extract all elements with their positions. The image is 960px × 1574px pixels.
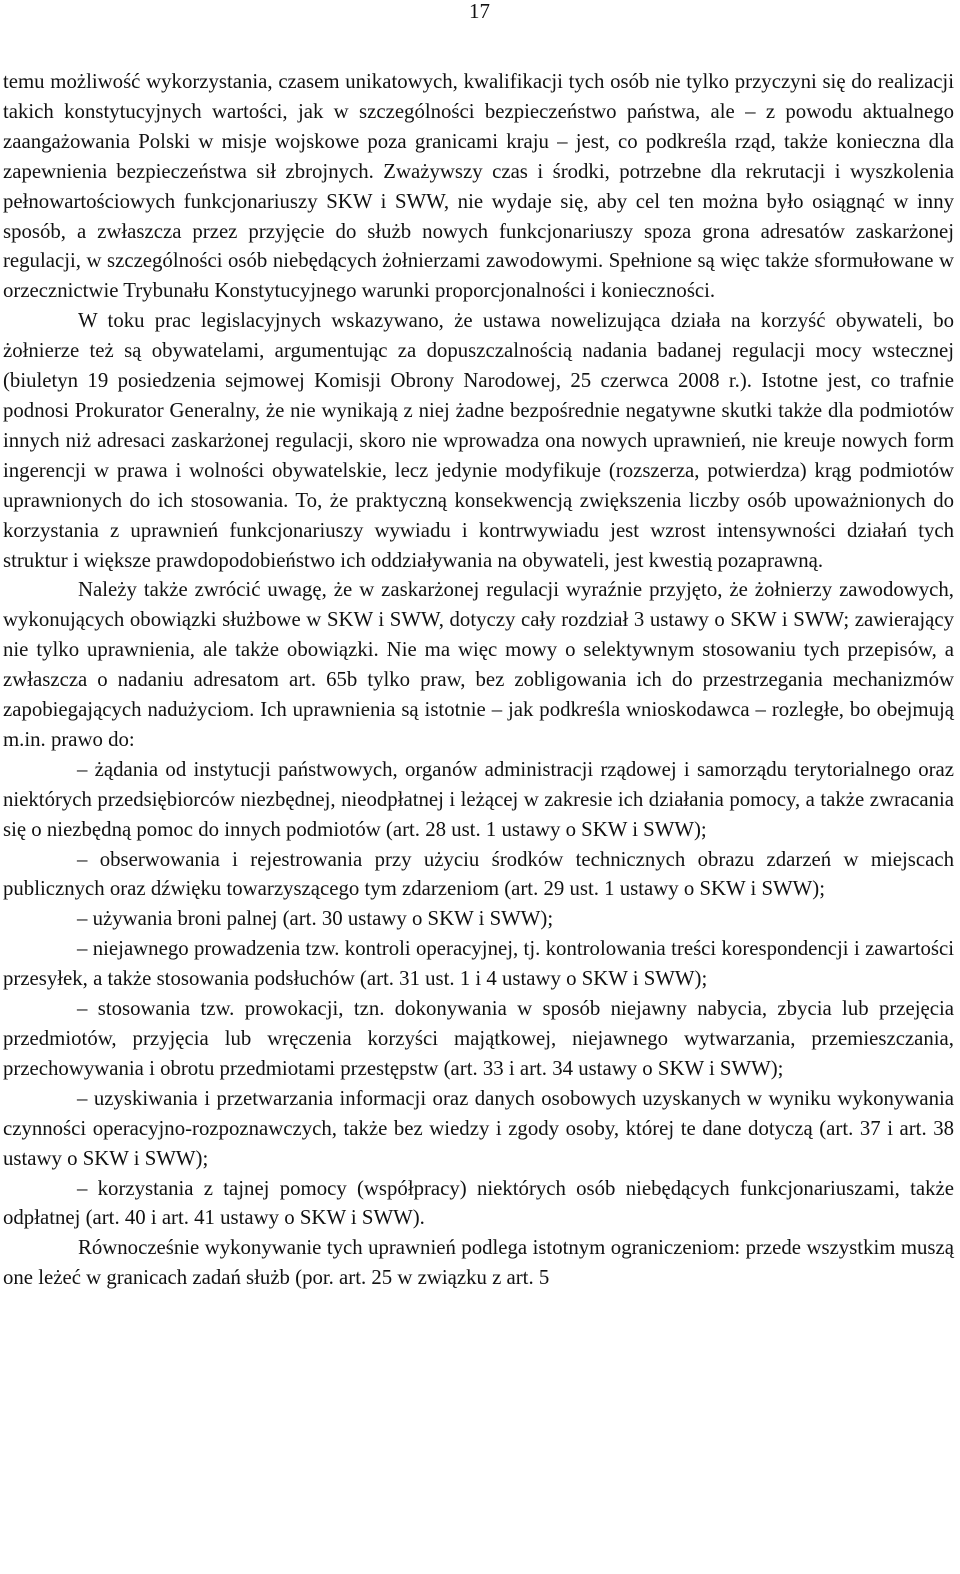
document-body [3, 67, 954, 1293]
powers-list [3, 755, 954, 1234]
paragraph-legislative-work: W toku prac legislacyjnych wskazywano, że ustawa nowelizująca działa na korzyść obywateli, bo żołnierze też są obywatelami, argumentując za dopuszczalnością nadania badanej regulacji mocy wstecznej (biuletyn 19 posiedzenia sejmowej Komisji Obrony Narodowej, 25 czerwca 2008 r.). Istotne jest, co trafnie podnosi Prokurator Generalny, że nie wynikają z niej żadne bezpośrednie negatywne skutki także dla podmiotów innych niż adresaci zaskarżonej regulacji, skoro nie wprowadza ona nowych uprawnień, nie kreuje nowych form ingerencji w prawa i wolności obywatelskie, lecz jedynie modyfikuje (rozszerza, potwierdza) krąg podmiotów uprawnionych do ich stosowania. To, że praktyczną konsekwencją zwiększenia liczby osób upoważnionych do korzystania z uprawnień funkcjonariuszy wywiadu i kontrwywiadu jest wzrost intensywności działań tych struktur i większe prawdopodobieństwo ich oddziaływania na obywateli, jest kwestią pozaprawną. [3, 309, 954, 572]
page-number: 17 [469, 0, 490, 23]
list-item: – korzystania z tajnej pomocy (współpracy) niektórych osób niebędących funkcjonariuszami, także odpłatnej (art. 40 i art. 41 ustawy o SKW i SWW). [3, 1176, 954, 1230]
paragraph-limitations: Równocześnie wykonywanie tych uprawnień podlega istotnym ograniczeniom: przede wszystkim muszą one leżeć w granicach zadań służb (por. art. 25 w związku z art. 5 [3, 1236, 954, 1290]
paragraph-scope-of-powers: Należy także zwrócić uwagę, że w zaskarżonej regulacji wyraźnie przyjęto, że żołnierzy zawodowych, wykonujących obowiązki służbowe w SKW i SWW, dotyczy cały rozdział 3 ustawy o SKW i SWW; zawierający nie tylko uprawnienia, ale także obowiązki. Nie ma więc mowy o selektywnym stosowaniu tych przepisów, a zwłaszcza o nadaniu adresatom art. 65b tylko praw, bez zobligowania ich do przestrzegania mechanizmów zapobiegających nadużyciom. Ich uprawnienia są istotnie – jak podkreśla wnioskodawca – rozległe, bo obejmują m.in. prawo do: [3, 578, 954, 751]
list-item: – używania broni palnej (art. 30 ustawy o SKW i SWW); [77, 907, 554, 931]
list-item: – niejawnego prowadzenia tzw. kontroli operacyjnej, tj. kontrolowania treści korespondencji i zawartości przesyłek, a także stosowania podsłuchów (art. 31 ust. 1 i 4 ustawy o SKW i SWW); [3, 937, 954, 991]
list-item: – uzyskiwania i przetwarzania informacji oraz danych osobowych uzyskanych w wyniku wykonywania czynności operacyjno-rozpoznawczych, także bez wiedzy i zgody osoby, której te dane dotyczą (art. 37 i art. 38 ustawy o SKW i SWW); [3, 1086, 954, 1170]
list-item: – obserwowania i rejestrowania przy użyciu środków technicznych obrazu zdarzeń w miejscach publicznych oraz dźwięku towarzyszącego tym zdarzeniom (art. 29 ust. 1 ustawy o SKW i SWW); [3, 847, 954, 901]
list-item: – żądania od instytucji państwowych, organów administracji rządowej i samorządu terytorialnego oraz niektórych przedsiębiorców niezbędnej, nieodpłatnej i leżącej w zakresie ich działania pomocy, a także zwracania się o niezbędną pomoc do innych podmiotów (art. 28 ust. 1 ustawy o SKW i SWW); [3, 757, 954, 841]
paragraph-continuation: temu możliwość wykorzystania, czasem unikatowych, kwalifikacji tych osób nie tylko przyczyni się do realizacji takich konstytucyjnych wartości, jak w szczególności bezpieczeństwo państwa, ale – z powodu aktualnego zaangażowania Polski w misje wojskowe poza granicami kraju – jest, co podkreśla rząd, także konieczna dla zapewnienia bezpieczeństwa sił zbrojnych. Zważywszy czas i środki, potrzebne dla rekrutacji i wyszkolenia pełnowartościowych funkcjonariuszy SKW i SWW, nie wydaje się, aby cel ten można było osiągnąć w inny sposób, a zwłaszcza przez przyjęcie do służb nowych funkcjonariuszy spoza grona adresatów zaskarżonej regulacji, w szczególności osób niebędących żołnierzami zawodowymi. Spełnione są więc także sformułowane w orzecznictwie Trybunału Konstytucyjnego warunki proporcjonalności i konieczności. [3, 70, 954, 303]
list-item: – stosowania tzw. prowokacji, tzn. dokonywania w sposób niejawny nabycia, zbycia lub przejęcia przedmiotów, przyjęcia lub wręczenia korzyści majątkowej, niejawnego wytwarzania, przemieszczania, przechowywania i obrotu przedmiotami przestępstw (art. 33 i art. 34 ustawy o SKW i SWW); [3, 997, 954, 1080]
